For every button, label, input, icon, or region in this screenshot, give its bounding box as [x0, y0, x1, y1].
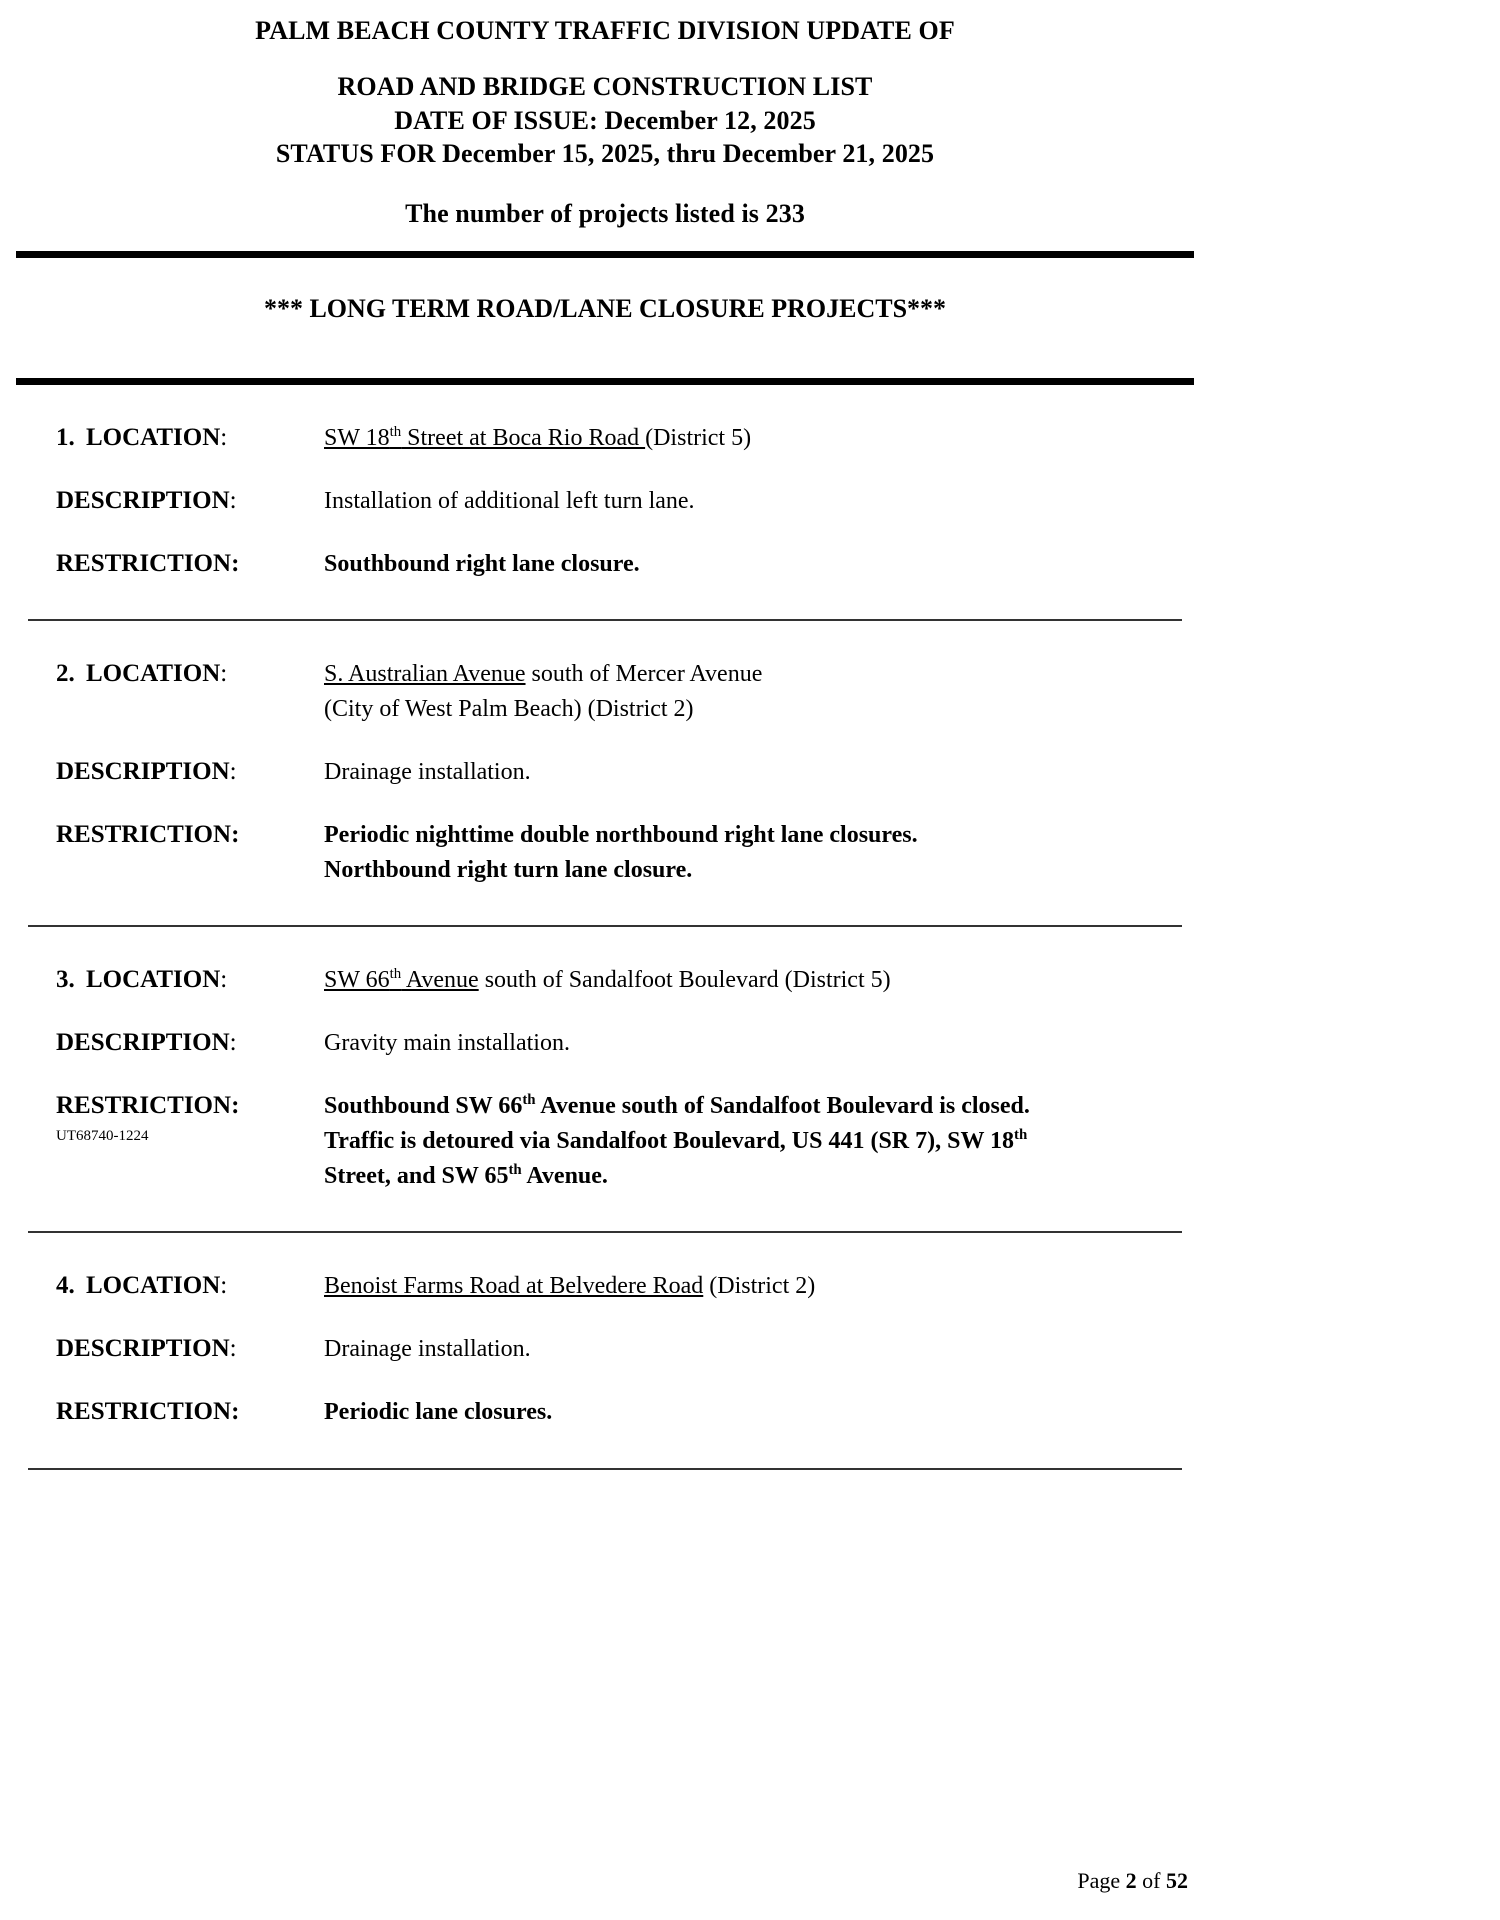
location-road-name — [324, 967, 479, 993]
description-label-text: DESCRIPTION — [56, 1335, 230, 1363]
footer-prefix: Page — [1077, 1867, 1126, 1893]
location-road-base: SW 66 — [324, 967, 390, 994]
description-value: Drainage installation. — [324, 1336, 531, 1363]
description-value: Gravity main installation. — [324, 1030, 570, 1057]
location-ordinal-suffix: th — [389, 966, 402, 983]
location-row — [28, 421, 1182, 456]
location-row — [28, 963, 1182, 998]
description-label-text: DESCRIPTION — [56, 1029, 230, 1057]
project-entry-3 — [0, 963, 1210, 1193]
ut-project-number: UT68740-1224 — [56, 1127, 149, 1144]
header-divider-thick-top — [16, 251, 1194, 258]
section-divider-thick-bottom — [16, 378, 1194, 385]
location-label-text: LOCATION — [86, 966, 221, 994]
location-value — [324, 421, 1178, 456]
label-colon: : — [220, 1272, 228, 1300]
location-road-base: Benoist Farms Road at Belvedere Road — [324, 1273, 704, 1300]
header-status-period: STATUS FOR December 15, 2025, thru December 21, 2025 — [275, 139, 935, 169]
location-road-rest: Street at Boca Rio Road — [401, 424, 646, 451]
entry-divider-4 — [28, 1468, 1182, 1470]
description-label — [56, 487, 237, 514]
location-district: (District 2) — [703, 1273, 816, 1300]
label-colon: : — [229, 486, 237, 514]
header-title-line-1: PALM BEACH COUNTY TRAFFIC DIVISION UPDATE OF — [255, 16, 955, 45]
location-road-rest: Avenue — [401, 967, 479, 994]
restriction-line: Southbound right lane closure. — [324, 550, 640, 577]
label-colon-bold: : — [231, 1397, 240, 1425]
ordinal-suffix: th — [508, 1161, 522, 1178]
location-road-name — [324, 661, 526, 687]
location-value — [324, 1269, 1178, 1304]
restriction-label — [56, 821, 239, 848]
restriction-label-text: RESTRICTION — [56, 549, 232, 577]
restriction-row — [28, 818, 1182, 888]
label-colon-bold: : — [231, 820, 240, 848]
page-footer — [1077, 1868, 1188, 1894]
description-label-text: DESCRIPTION — [56, 486, 230, 514]
ordinal-suffix: th — [522, 1091, 536, 1108]
label-colon: : — [220, 423, 228, 451]
label-colon: : — [220, 966, 228, 994]
location-value — [324, 657, 1178, 692]
label-colon: : — [220, 660, 228, 688]
location-value-line-2: (City of West Palm Beach) (District 2) — [324, 696, 694, 723]
description-label — [56, 1029, 237, 1056]
header-date-of-issue: DATE OF ISSUE: December 12, 2025 — [394, 105, 816, 135]
document-header — [0, 0, 1210, 231]
description-row — [28, 1026, 1182, 1061]
header-project-count: The number of projects listed is 233 — [405, 199, 805, 229]
location-label — [56, 966, 227, 993]
restriction-row — [28, 1089, 1182, 1193]
restriction-line: Northbound right turn lane closure. — [324, 856, 693, 883]
entry-number: 1. — [56, 423, 75, 451]
location-label — [56, 424, 227, 451]
location-value — [324, 963, 1178, 998]
location-road-base: SW 18 — [324, 424, 390, 451]
label-colon: : — [229, 1335, 237, 1363]
restriction-label — [56, 550, 239, 577]
restriction-line: Southbound SW 66th Avenue south of Sandalfoot Boulevard is closed. — [324, 1091, 1030, 1119]
location-label — [56, 660, 227, 687]
entry-number: 3. — [56, 966, 75, 994]
location-ordinal-suffix: th — [389, 423, 402, 440]
label-colon: : — [229, 1029, 237, 1057]
location-district: south of Mercer Avenue — [525, 661, 763, 688]
label-colon-bold: : — [231, 549, 240, 577]
location-label — [56, 1272, 227, 1299]
ordinal-suffix: th — [1014, 1126, 1028, 1143]
description-label-text: DESCRIPTION — [56, 757, 230, 785]
section-title: *** LONG TERM ROAD/LANE CLOSURE PROJECTS*** — [263, 293, 947, 323]
project-entry-4 — [0, 1269, 1210, 1429]
restriction-label-text: RESTRICTION — [56, 1397, 232, 1425]
description-value: Installation of additional left turn lane. — [324, 487, 695, 514]
project-entry-1 — [0, 421, 1210, 581]
entry-number: 2. — [56, 660, 75, 688]
location-district: south of Sandalfoot Boulevard (District 5) — [478, 967, 891, 994]
footer-total-pages: 52 — [1166, 1867, 1188, 1893]
restriction-row — [28, 1395, 1182, 1430]
label-colon: : — [229, 757, 237, 785]
entry-number: 4. — [56, 1272, 75, 1300]
description-label — [56, 1335, 237, 1362]
restriction-line: Street, and SW 65th Avenue. — [324, 1161, 608, 1189]
restriction-label — [56, 1398, 239, 1425]
location-road-name — [324, 425, 645, 451]
project-entry-2 — [0, 657, 1210, 887]
restriction-line: Periodic nighttime double northbound right lane closures. — [324, 821, 918, 848]
restriction-line: Traffic is detoured via Sandalfoot Boulevard, US 441 (SR 7), SW 18th — [324, 1126, 1028, 1154]
label-colon-bold: : — [231, 1091, 240, 1119]
description-row — [28, 1332, 1182, 1367]
description-value: Drainage installation. — [324, 758, 531, 785]
location-road-base: S. Australian Avenue — [324, 661, 526, 688]
location-road-name — [324, 1273, 703, 1299]
restriction-label-text: RESTRICTION — [56, 820, 232, 848]
location-row — [28, 657, 1182, 727]
description-label — [56, 758, 237, 785]
restriction-row — [28, 547, 1182, 582]
footer-current-page: 2 — [1125, 1867, 1137, 1893]
location-label-text: LOCATION — [86, 1272, 221, 1300]
location-district: (District 5) — [645, 424, 752, 451]
footer-middle: of — [1136, 1867, 1166, 1893]
description-row — [28, 755, 1182, 790]
header-title-line-2: ROAD AND BRIDGE CONSTRUCTION LIST — [337, 71, 873, 101]
restriction-label-text: RESTRICTION — [56, 1091, 232, 1119]
location-row — [28, 1269, 1182, 1304]
restriction-label — [56, 1092, 239, 1119]
description-row — [28, 484, 1182, 519]
location-label-text: LOCATION — [86, 423, 221, 451]
restriction-line: Periodic lane closures. — [324, 1398, 553, 1425]
location-label-text: LOCATION — [86, 660, 221, 688]
